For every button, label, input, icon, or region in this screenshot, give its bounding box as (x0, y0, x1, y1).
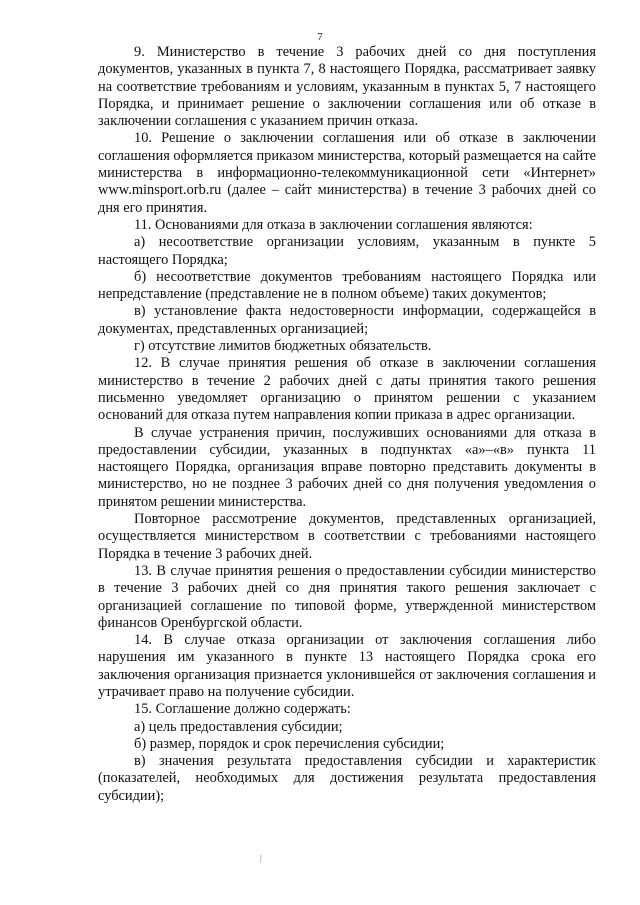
paragraph-13: 13. В случае принятия решения о предоставлении субсидии министерство в течение 3 рабочих дней со дня принятия такого решения заключает с организацией соглашение по типовой форме, утвержденной министерством финансов Оренбургской области. (98, 562, 596, 631)
footer-mark: | (260, 853, 262, 863)
paragraph-11-b: б) несоответствие документов требованиям настоящего Порядка или непредставление (представление не в полном объеме) таких документов; (98, 268, 596, 303)
paragraph-11: 11. Основаниями для отказа в заключении соглашения являются: (134, 216, 533, 233)
paragraph-12-review: Повторное рассмотрение документов, представленных организацией, осуществляется министерством в соответствии с требованиями настоящего Порядка в течение 3 рабочих дней. (98, 511, 596, 562)
paragraph-11-a: а) несоответствие организации условиям, указанным в пункте 5 настоящего Порядка; (98, 234, 596, 268)
paragraph-15-v: в) значения результата предоставления субсидии и характеристик (показателей, необходимых для достижения результата предоставления субсидии); (98, 753, 596, 804)
paragraph-15-b: б) размер, порядок и срок перечисления субсидии; (134, 735, 445, 752)
paragraph-15: 15. Соглашение должно содержать: (134, 701, 351, 718)
paragraph-11-g: г) отсутствие лимитов бюджетных обязательств. (134, 338, 432, 355)
paragraph-9: 9. Министерство в течение 3 рабочих дней со дня поступления документов, указанных в пункта 7, 8 настоящего Порядка, рассматривает заявку на соответствие требованиям и условиям, указанным в пунктах 5, 7 настоящего Порядка, и принимает решение о заключении соглашения или об отказе в заключении соглашения с указанием причин отказа. (98, 44, 596, 130)
paragraph-12: 12. В случае принятия решения об отказе в заключении соглашения министерство в течение 2 рабочих дней с даты принятия такого решения письменно уведомляет организацию о принятом решении с указанием оснований для отказа путем направления копии приказа в адрес организации. (98, 355, 596, 424)
paragraph-14: 14. В случае отказа организации от заключения соглашения либо нарушения им указанного в пункте 13 настоящего Порядка срока его заключения организация признается уклонившейся от заключения соглашения и утрачивает право на получение субсидии. (98, 632, 596, 700)
paragraph-15-a: а) цель предоставления субсидии; (134, 718, 343, 735)
paragraph-12-resubmission: В случае устранения причин, послуживших основаниями для отказа в предоставлении субсидии, указанных в подпунктах «а»–«в» пункта 11 настоящего Порядка, организация вправе повторно представить документы в министерство, но не позднее 3 рабочих дней со дня получения уведомления о принятом решении министерства. (98, 424, 596, 510)
paragraph-11-v: в) установление факта недостоверности информации, содержащейся в документах, представленных организацией; (98, 303, 596, 337)
page-number: 7 (317, 31, 323, 43)
paragraph-10: 10. Решение о заключении соглашения или об отказе в заключении соглашения оформляется приказом министерства, который размещается на сайте министерства в информационно-телекоммуникационной сети «Интернет» www.minsport.orb.ru (далее – сайт министерства) в течение 3 рабочих дней со дня его принятия. (98, 130, 596, 216)
document-body (98, 44, 596, 805)
